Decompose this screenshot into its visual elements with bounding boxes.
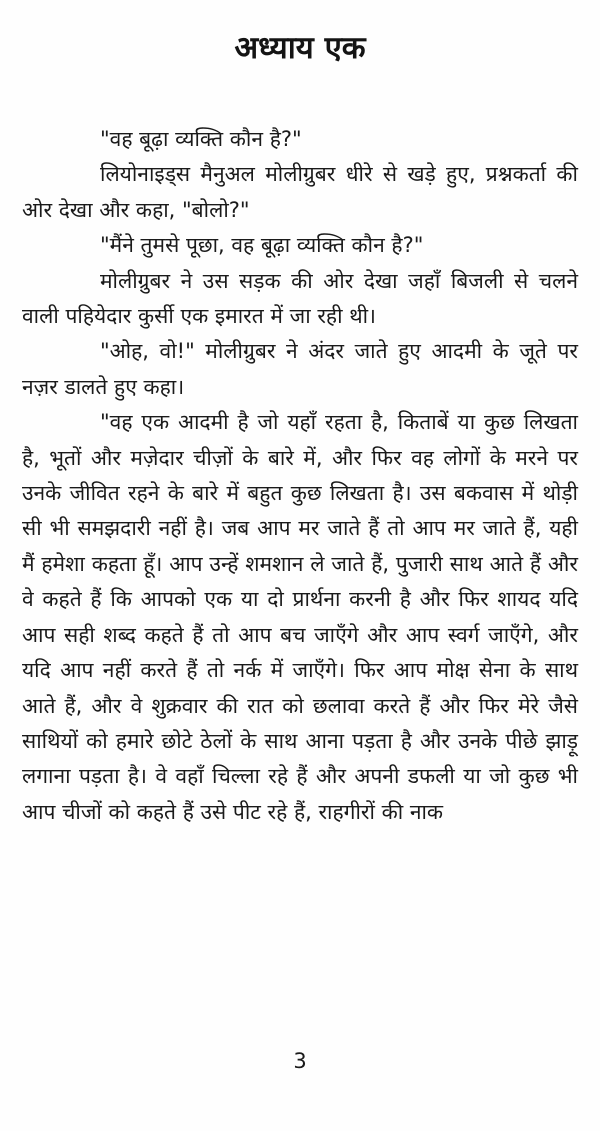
paragraph: मोलीग्रुबर ने उस सड़क की ओर देखा जहाँ बिजली से चलने वाली पहियेदार कुर्सी एक इमारत में जा रही थी। [22, 268, 578, 329]
paragraph: लियोनाइड्स मैनुअल मोलीग्रुबर धीरे से खड़े हुए, प्रश्नकर्ता की ओर देखा और कहा, "बोलो?" [22, 162, 578, 222]
paragraph: "ओह, वो!" मोलीग्रुबर ने अंदर जाते हुए आदमी के जूते पर नज़र डालते हुए कहा। [22, 339, 578, 399]
paragraph: "वह एक आदमी है जो यहाँ रहता है, किताबें या कुछ लिखता है, भूतों और मज़ेदार चीज़ों के बारे में, और फिर वह लोगों के मरने पर उनके जीवित रहने के बारे में बहुत कुछ लिखता है। उस बकवास में थोड़ी सी भी समझदारी नहीं है। जब आप मर जाते हैं तो आप मर जाते हैं, यही मैं हमेशा कहता हूँ। आप उन्हें शमशान ले जाते हैं, पुजारी साथ आते हैं और वे कहते हैं कि आपको एक या दो प्रार्थना करनी है और फिर शायद यदि आप सही शब्द कहते हैं तो आप बच जाएँगे और आप स्वर्ग जाएँगे, और यदि आप नहीं करते हैं तो नर्क में जाएँगे। फिर आप मोक्ष सेना के साथ आते हैं, और वे शुक्रवार की रात को छलावा करते हैं और फिर मेरे जैसे साथियों को हमारे छोटे ठेलों के साथ आना पड़ता है और उनके पीछे झाड़ू लगाना पड़ता है। वे वहाँ चिल्ला रहे हैं और अपनी डफली या जो कुछ भी आप चीजों को कहते हैं उसे पीट रहे हैं, राहगीरों की नाक [22, 410, 578, 824]
chapter-body [22, 122, 578, 830]
chapter-title: अध्याय एक [234, 30, 366, 66]
paragraph: "वह बूढ़ा व्यक्ति कौन है?" [100, 127, 302, 151]
page-number: 3 [293, 1049, 307, 1073]
paragraph: "मैंने तुमसे पूछा, वह बूढ़ा व्यक्ति कौन है?" [100, 233, 424, 258]
